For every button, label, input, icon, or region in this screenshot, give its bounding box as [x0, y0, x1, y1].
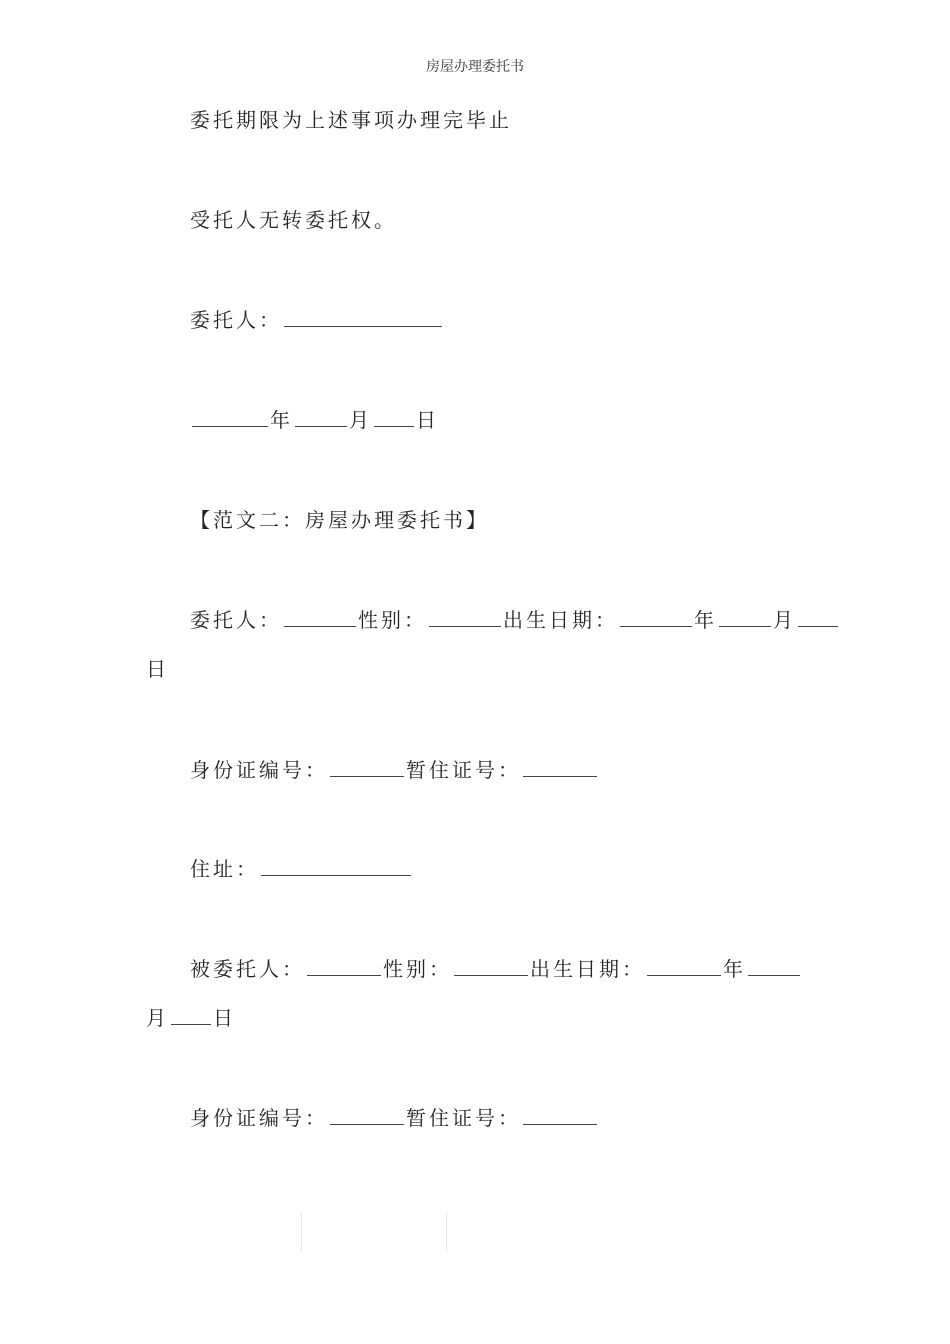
id-number-label: 身份证编号： [190, 1106, 328, 1130]
principal-info-line [190, 608, 840, 632]
month-label: 月 [146, 1006, 169, 1030]
birthdate-label: 出生日期： [503, 608, 618, 632]
principal-info-line-cont [146, 657, 169, 681]
no-subdelegation-line [190, 208, 397, 232]
principal-name-blank[interactable] [284, 608, 356, 627]
page-header: 房屋办理委托书 [426, 59, 524, 75]
birth-month-blank[interactable] [719, 608, 771, 627]
gender-label: 性别： [358, 608, 427, 632]
day-label: 日 [416, 408, 439, 432]
agent-birth-month-blank[interactable] [748, 957, 800, 976]
month-label: 月 [773, 608, 796, 632]
agent-info-line-cont [146, 1006, 236, 1030]
gender-label: 性别： [383, 957, 452, 981]
residence-permit-blank[interactable] [523, 758, 597, 777]
month-blank[interactable] [295, 408, 347, 427]
gender-blank[interactable] [429, 608, 501, 627]
address-label: 住址： [190, 857, 259, 881]
date-line [190, 408, 439, 432]
residence-permit-label: 暂住证号： [406, 1106, 521, 1130]
principal-label: 委托人： [190, 608, 282, 632]
day-blank[interactable] [374, 408, 414, 427]
principal-id-line [190, 758, 599, 782]
id-number-label: 身份证编号： [190, 758, 328, 782]
agent-gender-blank[interactable] [454, 957, 528, 976]
address-line [190, 857, 413, 881]
term-text: 委托期限为上述事项办理完毕止 [190, 108, 512, 132]
residence-permit-label: 暂住证号： [406, 758, 521, 782]
agent-name-blank[interactable] [307, 957, 381, 976]
year-label: 年 [694, 608, 717, 632]
principal-label: 委托人： [190, 308, 282, 332]
id-number-blank[interactable] [330, 758, 404, 777]
year-label: 年 [270, 408, 293, 432]
footer-divider-left [301, 1212, 302, 1252]
year-label: 年 [723, 957, 746, 981]
agent-id-number-blank[interactable] [330, 1106, 404, 1125]
agent-id-line [190, 1106, 599, 1130]
birth-day-blank[interactable] [798, 608, 838, 627]
agent-residence-permit-blank[interactable] [523, 1106, 597, 1125]
birthdate-label: 出生日期： [530, 957, 645, 981]
principal-signature-line [190, 308, 444, 332]
year-blank[interactable] [192, 408, 268, 427]
agent-birth-year-blank[interactable] [647, 957, 721, 976]
month-label: 月 [349, 408, 372, 432]
address-blank[interactable] [261, 857, 411, 876]
agent-label: 被委托人： [190, 957, 305, 981]
section-title [190, 508, 489, 532]
principal-blank[interactable] [284, 308, 442, 327]
footer-divider-right [446, 1212, 447, 1252]
birth-year-blank[interactable] [620, 608, 692, 627]
term-line [190, 108, 512, 132]
day-label: 日 [146, 657, 169, 681]
section-title-text: 【范文二：房屋办理委托书】 [190, 508, 489, 532]
no-subdelegation-text: 受托人无转委托权。 [190, 208, 397, 232]
agent-info-line [190, 957, 802, 981]
day-label: 日 [213, 1006, 236, 1030]
agent-birth-day-blank[interactable] [171, 1006, 211, 1025]
